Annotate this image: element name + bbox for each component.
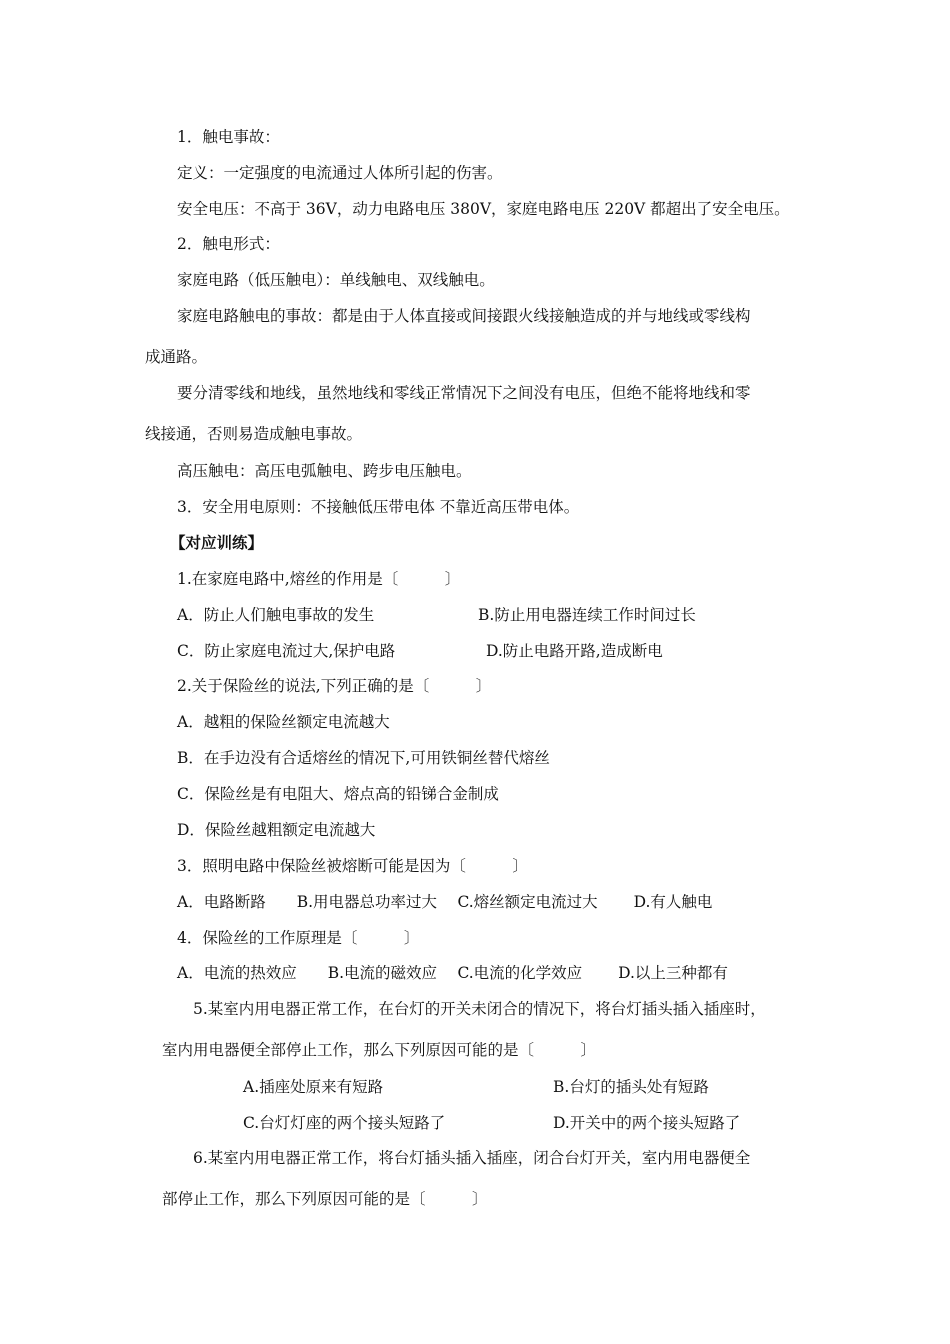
safety-principle-text: 3．安全用电原则：不接触低压带电体 不靠近高压带电体。 <box>177 498 580 516</box>
home-circuit-text: 家庭电路（低压触电）：单线触电、双线触电。 <box>177 271 495 289</box>
question-5-line-2: 室内用电器便全部停止工作，那么下列原因可能的是〔 〕 <box>162 1041 597 1059</box>
question-6-line-1: 6.某室内用电器正常工作，将台灯插头插入插座，闭合台灯开关，室内用电器便全 <box>193 1149 751 1167</box>
ground-warning-line-2: 线接通，否则易造成触电事故。 <box>145 425 363 443</box>
question-2-option-c: C．保险丝是有电阻大、熔点高的铅锑合金制成 <box>177 785 499 803</box>
question-2: 2.关于保险丝的说法,下列正确的是〔 〕 <box>177 677 492 695</box>
question-2-option-d: D．保险丝越粗额定电流越大 <box>177 821 376 839</box>
question-2-option-b: B．在手边没有合适熔丝的情况下,可用铁铜丝替代熔丝 <box>177 749 550 767</box>
high-voltage-text: 高压触电：高压电弧触电、跨步电压触电。 <box>177 462 472 480</box>
question-4-options: A．电流的热效应 B.电流的磁效应 C.电流的化学效应 D.以上三种都有 <box>177 964 728 982</box>
question-1-option-d: D.防止电路开路,造成断电 <box>486 642 663 660</box>
training-header: 【对应训练】 <box>170 533 264 552</box>
question-3-options: A．电路断路 B.用电器总功率过大 C.熔丝额定电流过大 D.有人触电 <box>177 893 713 911</box>
home-accident-line-1: 家庭电路触电的事故：都是由于人体直接或间接跟火线接触造成的并与地线或零线构 <box>177 307 751 325</box>
question-5-option-d: D.开关中的两个接头短路了 <box>553 1114 741 1132</box>
question-2-option-a: A．越粗的保险丝额定电流越大 <box>177 713 390 731</box>
question-5-option-b: B.台灯的插头处有短路 <box>553 1078 709 1096</box>
question-4: 4．保险丝的工作原理是〔 〕 <box>177 929 420 947</box>
question-3: 3．照明电路中保险丝被熔断可能是因为〔 〕 <box>177 857 528 875</box>
question-1-option-b: B.防止用电器连续工作时间过长 <box>478 606 696 624</box>
question-1-option-a: A．防止人们触电事故的发生 <box>177 606 375 624</box>
question-5-option-c: C.台灯灯座的两个接头短路了 <box>243 1114 446 1132</box>
question-1-option-c: C．防止家庭电流过大,保护电路 <box>177 642 396 660</box>
section-1-title: 1．触电事故： <box>177 128 280 146</box>
safe-voltage-text: 安全电压：不高于 36V，动力电路电压 380V，家庭电路电压 220V 都超出了安全电压。 <box>177 200 790 218</box>
question-5-line-1: 5.某室内用电器正常工作，在台灯的开关未闭合的情况下，将台灯插头插入插座时， <box>193 1000 766 1018</box>
question-6-line-2: 部停止工作，那么下列原因可能的是〔 〕 <box>162 1190 488 1208</box>
definition-text: 定义：一定强度的电流通过人体所引起的伤害。 <box>177 164 503 182</box>
question-1: 1.在家庭电路中,熔丝的作用是〔 〕 <box>177 570 461 588</box>
ground-warning-line-1: 要分清零线和地线，虽然地线和零线正常情况下之间没有电压，但绝不能将地线和零 <box>177 384 751 402</box>
home-accident-line-2: 成通路。 <box>145 348 208 366</box>
section-2-title: 2．触电形式： <box>177 235 280 253</box>
question-5-option-a: A.插座处原来有短路 <box>243 1078 384 1096</box>
